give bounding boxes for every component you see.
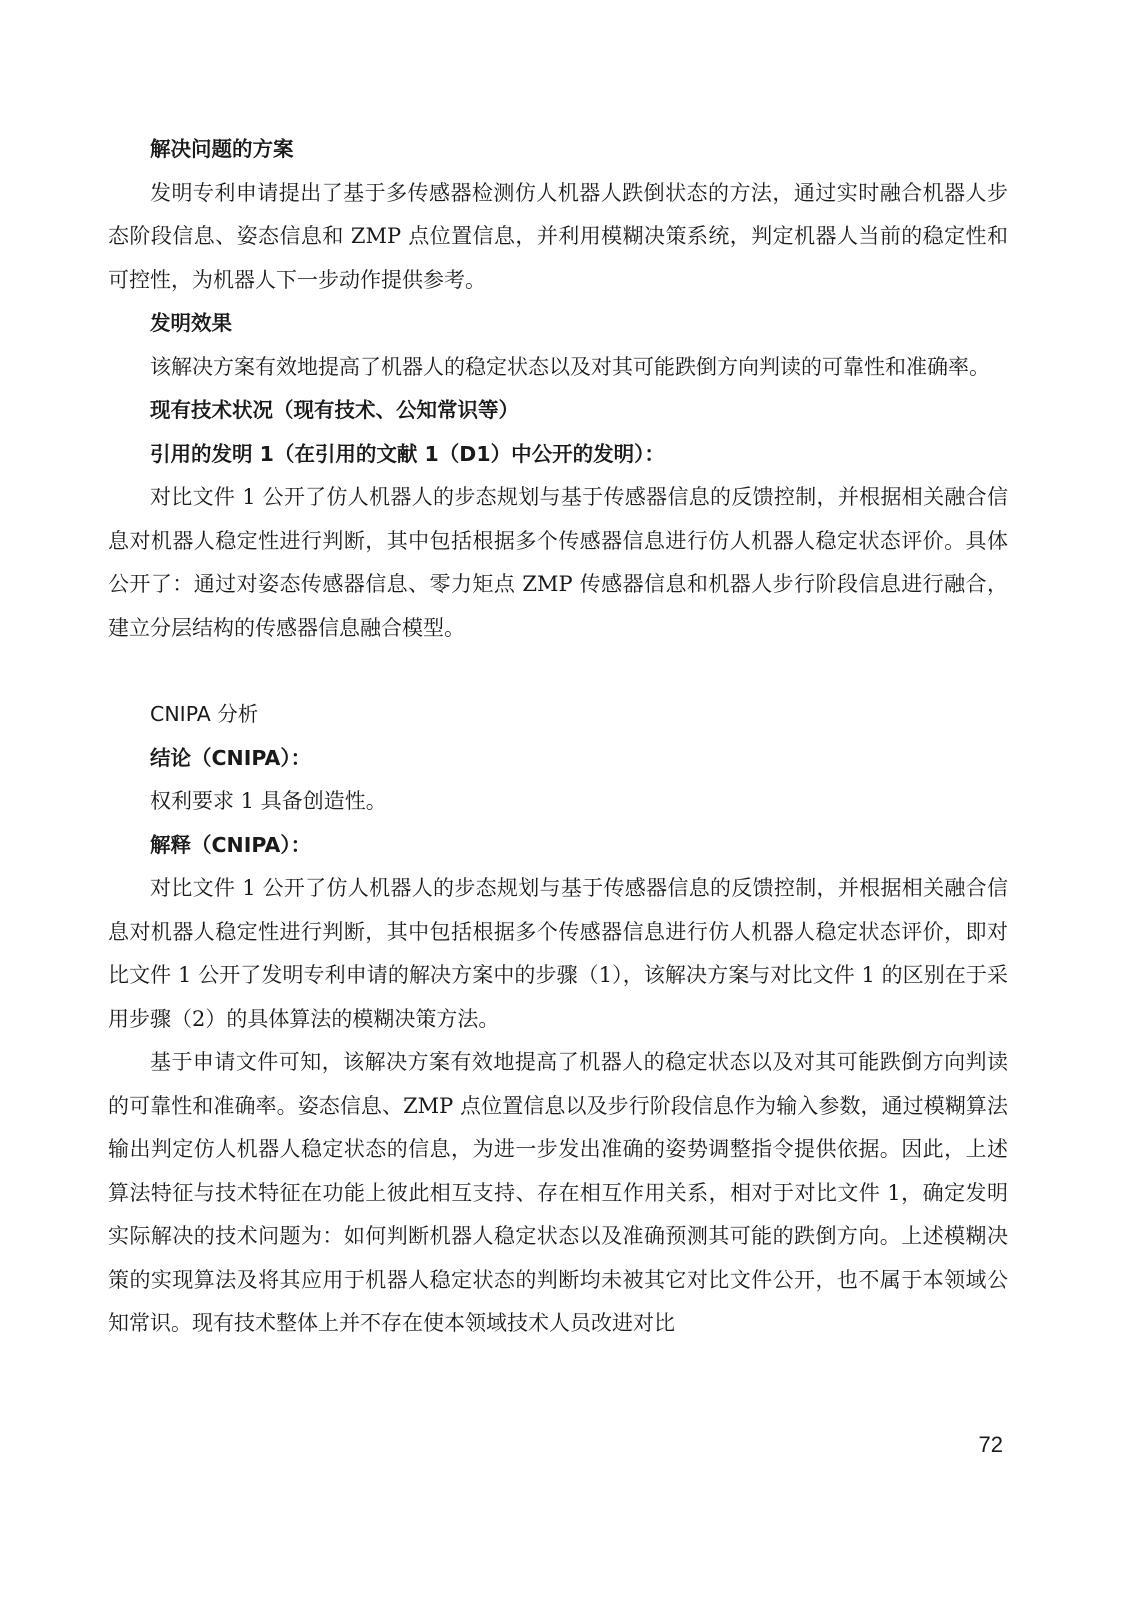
cnipa-analysis-heading: CNIPA 分析 <box>150 702 259 726</box>
solution-heading: 解决问题的方案 <box>150 137 294 161</box>
explanation-paragraph-2: 基于申请文件可知，该解决方案有效地提高了机器人的稳定状态以及对其可能跌倒方向判读的可靠性和准确率。姿态信息、ZMP 点位置信息以及步行阶段信息作为输入参数，通过模糊算法输出判定仿人机器人稳定状态的信息，为进一步发出准确的姿势调整指令提供依据。因此，上述算法特征与技术特征在功能上彼此相互支持、存在相互作用关系，相对于对比文件 1，确定发明实际解决的技术问题为：如何判断机器人稳定状态以及准确预测其可能的跌倒方向。上述模糊决策的实现算法及将其应用于机器人稳定状态的判断均未被其它对比文件公开，也不属于本领域公知常识。现有技术整体上并不存在使本领域技术人员改进对比 <box>108 1050 1008 1335</box>
conclusion-paragraph: 权利要求 1 具备创造性。 <box>150 789 387 813</box>
cited-invention-paragraph: 对比文件 1 公开了仿人机器人的步态规划与基于传感器信息的反馈控制，并根据相关融合信息对机器人稳定性进行判断，其中包括根据多个传感器信息进行仿人机器人稳定状态评价。具体公开了：通过对姿态传感器信息、零力矩点 ZMP 传感器信息和机器人步行阶段信息进行融合，建立分层结构的传感器信息融合模型。 <box>108 485 1008 640</box>
section-spacer <box>108 650 1008 693</box>
effect-paragraph: 该解决方案有效地提高了机器人的稳定状态以及对其可能跌倒方向判读的可靠性和准确率。 <box>150 354 990 379</box>
explanation-heading: 解释（CNIPA）： <box>150 832 312 857</box>
effect-heading: 发明效果 <box>150 311 232 335</box>
explanation-paragraph-1: 对比文件 1 公开了仿人机器人的步态规划与基于传感器信息的反馈控制，并根据相关融合信息对机器人稳定性进行判断，其中包括根据多个传感器信息进行仿人机器人稳定状态评价，即对比文件 1 公开了发明专利申请的解决方案中的步骤（1），该解决方案与对比文件 1 的区别在于采用步骤（2）的具体算法的模糊决策方法。 <box>108 876 1008 1031</box>
document-page <box>108 128 1008 1346</box>
prior-art-heading: 现有技术状况（现有技术、公知常识等） <box>150 398 519 422</box>
cited-invention-heading: 引用的发明 1（在引用的文献 1（D1）中公开的发明）： <box>150 441 665 466</box>
page-number: 72 <box>978 1432 1003 1457</box>
conclusion-heading: 结论（CNIPA）： <box>150 745 312 770</box>
solution-paragraph: 发明专利申请提出了基于多传感器检测仿人机器人跌倒状态的方法，通过实时融合机器人步态阶段信息、姿态信息和 ZMP 点位置信息，并利用模糊决策系统，判定机器人当前的稳定性和可控性，为机器人下一步动作提供参考。 <box>108 180 1008 292</box>
